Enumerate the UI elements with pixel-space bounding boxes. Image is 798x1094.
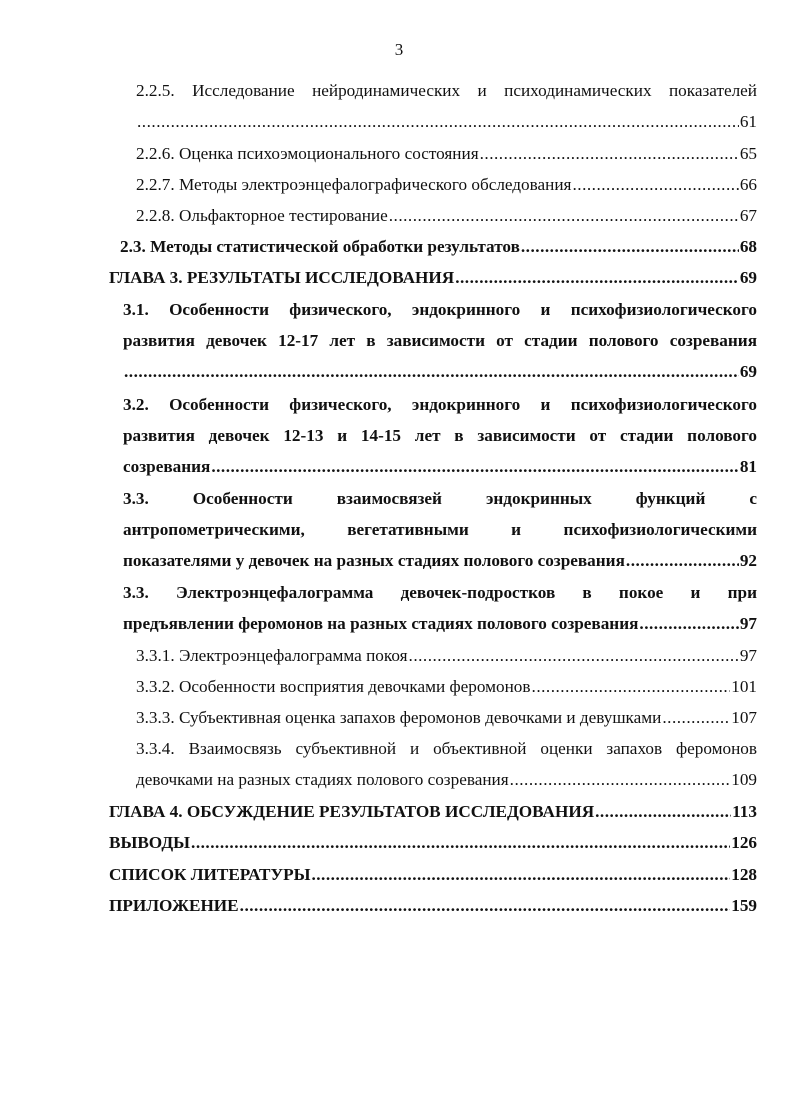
dot-leader <box>124 361 739 383</box>
toc-entry-text: ВЫВОДЫ <box>109 833 191 852</box>
toc-entry-text: СПИСОК ЛИТЕРАТУРЫ <box>109 865 311 884</box>
dot-leader <box>521 236 739 258</box>
toc-page-number: 67 <box>739 206 757 225</box>
toc-entry-text: 3.3.1. Электроэнцефалограмма покоя <box>136 646 408 665</box>
toc-entry-3-3-1[interactable] <box>136 645 757 667</box>
toc-entry-text: 2.3. Методы статистической обработки результатов <box>120 237 520 256</box>
toc-entry-text: 3.3.2. Особенности восприятия девочками феромонов <box>136 677 531 696</box>
toc-entry-2-2-5-line2[interactable] <box>136 111 757 133</box>
toc-entry-text: 3.1. Особенности физического, эндокринного и психофизиологического <box>123 300 757 319</box>
toc-page-number: 97 <box>739 646 757 665</box>
toc-entry-3-3b-line1[interactable] <box>123 582 757 604</box>
toc-entry-text: созревания <box>123 457 211 476</box>
toc-entry-3-3a-line1[interactable] <box>123 488 757 510</box>
toc-entry-text: 3.3.3. Субъективная оценка запахов феромонов девочками и девушками <box>136 708 662 727</box>
toc-entry-text: 2.2.6. Оценка психоэмоционального состояния <box>136 144 479 163</box>
toc-entry-appendix[interactable] <box>109 895 757 917</box>
toc-entry-2-3[interactable] <box>120 236 757 258</box>
toc-entry-text: предъявлении феромонов на разных стадиях полового созревания <box>123 614 639 633</box>
toc-entry-text: 2.2.8. Ольфакторное тестирование <box>136 206 388 225</box>
toc-entry-chapter-4[interactable] <box>109 801 757 823</box>
toc-entry-text: 3.3. Электроэнцефалограмма девочек-подростков в покое и при <box>123 583 757 602</box>
toc-entry-3-2-line3[interactable] <box>123 456 757 478</box>
toc-entry-3-1-line2[interactable] <box>123 330 757 352</box>
toc-entry-conclusions[interactable] <box>109 832 757 854</box>
toc-entry-text: 2.2.5. Исследование нейродинамических и психодинамических показателей <box>136 81 757 100</box>
dot-leader <box>191 832 730 854</box>
dot-leader <box>455 267 739 289</box>
toc-entry-3-3-2[interactable] <box>136 676 757 698</box>
toc-page-number: 92 <box>739 551 757 570</box>
toc-entry-2-2-6[interactable] <box>136 143 757 165</box>
toc-page-number: 128 <box>731 865 757 884</box>
toc-page-number: 66 <box>739 175 757 194</box>
toc-entry-text: антропометрическими, вегетативными и психофизиологическими <box>123 520 757 539</box>
dot-leader <box>662 707 730 729</box>
toc-entry-text: ГЛАВА 4. ОБСУЖДЕНИЕ РЕЗУЛЬТАТОВ ИССЛЕДОВАНИЯ <box>109 802 595 821</box>
dot-leader <box>240 895 731 917</box>
toc-entry-references[interactable] <box>109 864 757 886</box>
toc-entry-text: 3.3. Особенности взаимосвязей эндокринных функций с <box>123 489 757 508</box>
toc-entry-3-1-line3[interactable] <box>123 361 757 383</box>
toc-page-number: 69 <box>739 362 757 381</box>
dot-leader <box>311 864 730 886</box>
toc-page-number: 81 <box>739 457 757 476</box>
toc-page-number: 69 <box>739 268 757 287</box>
toc-page-number: 113 <box>732 802 757 821</box>
toc-entry-3-3a-line2[interactable] <box>123 519 757 541</box>
toc-entry-2-2-8[interactable] <box>136 205 757 227</box>
toc-entry-text: ГЛАВА 3. РЕЗУЛЬТАТЫ ИССЛЕДОВАНИЯ <box>109 268 455 287</box>
toc-page-number: 97 <box>739 614 757 633</box>
dot-leader <box>572 174 738 196</box>
toc-entry-chapter-3[interactable] <box>109 267 757 289</box>
toc-page-number: 109 <box>731 770 757 789</box>
toc-entry-text: 3.2. Особенности физического, эндокринного и психофизиологического <box>123 395 757 414</box>
dot-leader <box>510 769 731 791</box>
toc-entry-3-3-4-line2[interactable] <box>136 769 757 791</box>
toc-entry-2-2-7[interactable] <box>136 174 757 196</box>
toc-page-number: 107 <box>731 708 757 727</box>
dot-leader <box>211 456 739 478</box>
toc-page-number: 126 <box>731 833 757 852</box>
dot-leader <box>480 143 739 165</box>
toc-entry-3-3-4-line1[interactable] <box>136 738 757 760</box>
toc-entry-text: ПРИЛОЖЕНИЕ <box>109 896 239 915</box>
dot-leader <box>409 645 739 667</box>
toc-entry-text: 3.3.4. Взаимосвязь субъективной и объективной оценки запахов феромонов <box>136 739 757 758</box>
toc-entry-3-2-line1[interactable] <box>123 394 757 416</box>
dot-leader <box>626 550 739 572</box>
toc-page-number: 159 <box>731 896 757 915</box>
toc-entry-text: развития девочек 12-17 лет в зависимости от стадии полового созревания <box>123 331 757 350</box>
toc-entry-text: развития девочек 12-13 и 14-15 лет в зависимости от стадии полового <box>123 426 757 445</box>
dot-leader <box>137 111 739 133</box>
dot-leader <box>595 801 731 823</box>
toc-entry-3-3a-line3[interactable] <box>123 550 757 572</box>
toc-entry-3-3-3[interactable] <box>136 707 757 729</box>
dot-leader <box>532 676 731 698</box>
toc-page-number: 61 <box>739 112 757 131</box>
toc-entry-text: показателями у девочек на разных стадиях полового созревания <box>123 551 625 570</box>
toc-page-number: 68 <box>739 237 757 256</box>
toc-entry-2-2-5-line1[interactable] <box>136 80 757 102</box>
toc-entry-text: девочками на разных стадиях полового созревания <box>136 770 509 789</box>
toc-page-number: 65 <box>739 144 757 163</box>
dot-leader <box>389 205 739 227</box>
dot-leader <box>639 613 738 635</box>
toc-entry-3-1-line1[interactable] <box>123 299 757 321</box>
toc-page-number: 101 <box>731 677 757 696</box>
toc-entry-3-3b-line2[interactable] <box>123 613 757 635</box>
page-number: 3 <box>394 40 404 59</box>
toc-entry-text: 2.2.7. Методы электроэнцефалографического обследования <box>136 175 572 194</box>
toc-entry-3-2-line2[interactable] <box>123 425 757 447</box>
